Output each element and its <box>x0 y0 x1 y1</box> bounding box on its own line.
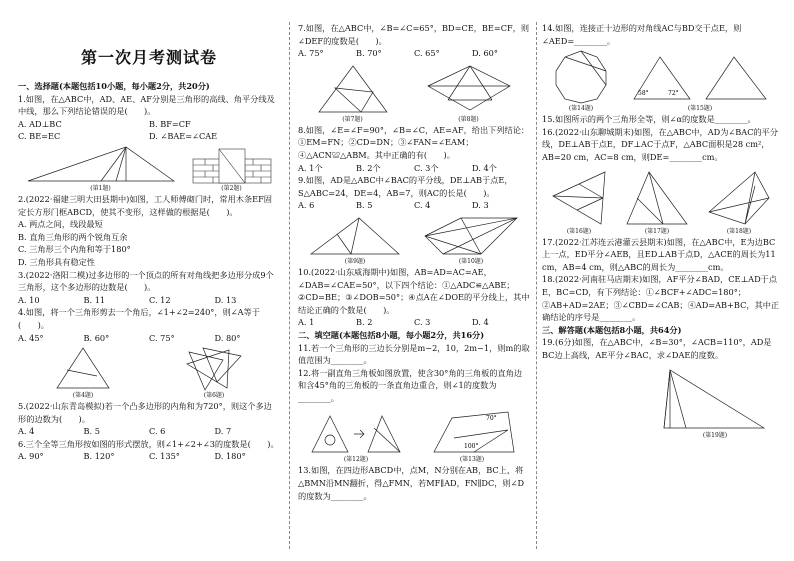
option-c: C. 3 <box>414 317 431 328</box>
option-d: D. 180° <box>214 451 246 462</box>
page-title: 第一次月考测试卷 <box>80 48 217 67</box>
column-2 <box>298 22 530 561</box>
figure-15-angle-72: 72° <box>668 90 679 98</box>
figure-6-diagram <box>183 346 245 392</box>
figure-19-caption: (第19题) <box>702 431 728 439</box>
question-8-options <box>298 162 530 175</box>
option-d: D. 7 <box>214 426 232 437</box>
figure-6 <box>183 346 245 400</box>
figure-18-caption: (第18题) <box>726 227 752 235</box>
option-d: D. 4 <box>472 317 489 328</box>
figure-8 <box>424 62 514 124</box>
figure-18 <box>705 168 773 236</box>
figure-9-diagram <box>307 214 403 258</box>
figure-4 <box>53 346 113 400</box>
question-2: 2.(2022·福建三明大田县期中)如图，工人师傅砌门时，常用木条EF固定长方形门框ABCD，使其不变形，这样做的根据是( )。 <box>18 193 272 217</box>
figure-12 <box>308 408 404 464</box>
question-5-options <box>18 425 280 438</box>
option-a: A. 75° <box>298 48 324 59</box>
question-3: 3.(2022·洛阳二模)过多边形的一个顶点的所有对角线把多边形分成9个三角形，这个多边形的边数是( )。 <box>18 269 274 293</box>
question-4-options <box>18 332 280 345</box>
figure-17-diagram <box>623 168 691 228</box>
option-d: D. 13 <box>214 294 237 305</box>
option-b: B. 70° <box>356 48 382 59</box>
question-11: 11.若一个三角形的三边长分别是m−2，10，2m−1，则m的取值范围为________。 <box>298 342 530 366</box>
figure-19 <box>660 366 770 440</box>
option-b: B. 11 <box>83 294 106 305</box>
figure-16 <box>549 168 609 236</box>
figure-15-caption: (第15题) <box>687 105 713 113</box>
figure-10-caption: (第10题) <box>458 257 484 265</box>
question-17: 17.(2022·江苏连云港灌云县期末)如图，在△ABC中，E为边BC上一点，ED平分∠AEB，且ED⊥AB于点D，△ACE的周长为11 cm，AB=4 cm，则△ABC的周长为________cm。 <box>542 236 776 272</box>
question-8: 8.如图，∠E=∠F=90°，∠B=∠C，AE=AF，给出下列结论：①EM=FN；②CD=DN；③∠FAN=∠EAM；④△ACN≌△ABM。其中正确的有( )。 <box>298 124 530 160</box>
option-c: C. 135° <box>149 451 180 462</box>
option-a: A. 45° <box>18 332 44 343</box>
section-1-heading: 一、选择题(本题包括10小题，每小题2分，共20分) <box>18 81 210 91</box>
figure-13-diagram <box>424 408 520 456</box>
question-18: 18.(2022·河南驻马店期末)如图，AF平分∠BAD，CE⊥AD于点E，BC=CD，有下列结论：①∠BCF+∠ADC=180°；②AB+AD=2AE；③∠CBD=∠CAB；④AD=AB+BC，其中正确结论的序号是________。 <box>542 274 780 323</box>
question-2-option-a: A. 两点之间，线段最短 <box>18 219 103 230</box>
figure-4-diagram <box>53 346 113 392</box>
figure-13-angle-100: 100° <box>464 443 479 451</box>
figure-2-diagram <box>191 145 273 185</box>
figure-row-9-10 <box>298 212 530 266</box>
question-16: 16.(2022·山东聊城期末)如图，在△ABC中，AD为∠BAC的平分线，DE⊥AB于点E，DF⊥AC于点F，△ABC面积是28 cm²，AB=20 cm，AC=8 cm，则DE=________cm。 <box>542 126 779 162</box>
question-2-option-c: C. 三角形三个内角和等于180° <box>18 244 131 255</box>
figure-16-diagram <box>549 168 609 228</box>
option-c: C. 12 <box>149 294 171 305</box>
option-c: C. BE=EC <box>18 131 61 142</box>
figure-15-angle-58: 58° <box>638 90 649 98</box>
question-5: 5.(2022·山东青岛模拟)若一个凸多边形的内角和为720°，则这个多边形的边数为( )。 <box>18 401 272 424</box>
figure-12-caption: (第12题) <box>343 456 369 464</box>
figure-7 <box>315 62 391 124</box>
figure-13-caption: (第13题) <box>459 456 485 464</box>
option-a: A. AD⊥BC <box>18 118 62 129</box>
figure-8-caption: (第8题) <box>458 115 479 123</box>
figure-14 <box>552 49 610 113</box>
figure-14-diagram <box>552 49 610 105</box>
figure-10-diagram <box>421 214 521 258</box>
figure-1 <box>26 145 176 193</box>
figure-2-caption: (第2题) <box>221 184 242 192</box>
figure-10 <box>421 214 521 266</box>
figure-6-caption: (第6题) <box>203 392 225 400</box>
figure-12-diagram <box>308 408 404 456</box>
option-d: D. 80° <box>214 332 241 343</box>
option-a: A. 90° <box>18 451 44 462</box>
figure-row-14-15 <box>542 47 780 113</box>
question-1-options-2 <box>18 130 280 143</box>
option-d: D. 60° <box>472 48 498 59</box>
option-c: C. 6 <box>149 426 166 437</box>
figure-2 <box>191 145 273 193</box>
figure-13 <box>424 408 520 464</box>
column-3 <box>542 22 780 561</box>
figure-13-angle-70: 70° <box>486 415 497 423</box>
figure-19-diagram <box>660 366 770 432</box>
figure-16-caption: (第16题) <box>566 227 592 235</box>
option-d: D. ∠BAE=∠CAE <box>149 131 218 142</box>
question-13: 13.如图，在四边形ABCD中，点M，N分别在AB，BC上，将△BMN沿MN翻折，得△FMN，若MF∥AD，FN∥DC，则∠D的度数为________。 <box>298 465 525 501</box>
figure-row-12-13 <box>298 404 530 464</box>
option-b: B. BF=CF <box>149 118 191 129</box>
figure-row-16-18 <box>542 164 780 236</box>
figure-9-caption: (第9题) <box>344 257 366 265</box>
question-10: 10.(2022·山东威海期中)如图，AB=AD=AC=AE，∠DAB=∠CAE=50°，以下四个结论：①△ADC≌△ABE；②CD=BE；③∠DOB=50°；④点A在∠DOE的平分线上，其中结论正确的个数是( )。 <box>298 266 530 315</box>
question-9-options <box>298 199 530 212</box>
option-c: C. 65° <box>414 48 440 59</box>
question-2-option-b: B. 直角三角形的两个锐角互余 <box>18 231 128 242</box>
option-a: A. 1个 <box>298 162 323 173</box>
figure-1-diagram <box>26 145 176 185</box>
figure-row-19 <box>542 362 780 440</box>
figure-7-caption: (第7题) <box>342 115 363 123</box>
figure-18-diagram <box>705 168 773 228</box>
option-c: C. 3个 <box>414 162 439 173</box>
question-19: 19.(6分)如图，在△ABC中，∠B=30°，∠ACB=110°，AD是BC边上高线，AE平分∠BAC，求∠DAE的度数。 <box>542 337 772 360</box>
option-a: A. 10 <box>18 294 40 305</box>
figure-row-7-8 <box>298 60 530 124</box>
question-2-option-d: D. 三角形具有稳定性 <box>18 256 95 267</box>
option-b: B. 2个 <box>356 162 381 173</box>
option-b: B. 120° <box>83 451 115 462</box>
figure-17-caption: (第17题) <box>644 227 670 235</box>
figure-row-1-2 <box>18 143 280 193</box>
option-b: B. 60° <box>83 332 110 343</box>
figure-15-diagram <box>630 49 770 105</box>
question-12: 12.将一副直角三角板如图放置，使含30°角的三角板的直角边和含45°角的三角板的一条直角边重合，则∠1的度数为________。 <box>298 367 523 403</box>
option-b: B. 5 <box>356 200 373 211</box>
figure-7-diagram <box>315 62 391 116</box>
figure-row-4-6 <box>18 344 280 400</box>
figure-1-caption: (第1题) <box>90 184 111 192</box>
question-6-options <box>18 450 280 463</box>
option-a: A. 1 <box>298 317 315 328</box>
option-c: C. 75° <box>149 332 175 343</box>
option-c: C. 4 <box>414 200 431 211</box>
question-10-options <box>298 316 530 329</box>
question-1-options <box>18 118 280 131</box>
figure-9 <box>307 214 403 266</box>
figure-15 <box>630 49 770 113</box>
figure-17 <box>623 168 691 236</box>
figure-4-caption: (第4题) <box>72 392 94 400</box>
option-b: B. 5 <box>83 426 100 437</box>
question-4: 4.如图，将一个三角形剪去一个角后，∠1+∠2=240°，则∠A等于( )。 <box>18 307 260 330</box>
question-7: 7.如图，在△ABC中，∠B=∠C=65°，BD=CE，BE=CF，则∠DEF的度数是( )。 <box>298 23 530 46</box>
question-1: 1.如图，在△ABC中，AD、AE、AF分别是三角形的高线、角平分线及中线，那么下列结论错误的是( )。 <box>18 93 275 117</box>
figure-8-diagram <box>424 62 514 116</box>
question-6: 6.三个全等三角形按如图的形式摆放，则∠1+∠2+∠3的度数是( )。 <box>18 438 279 449</box>
question-9: 9.如图，AD是△ABC中∠BAC的平分线，DE⊥AB于点E，S△ABC=24，DE=4，AB=7，则AC的长是( )。 <box>298 175 513 198</box>
column-1 <box>18 0 280 561</box>
option-a: A. 4 <box>18 426 35 437</box>
question-15: 15.如图所示的两个三角形全等，则∠α的度数是________。 <box>542 114 756 125</box>
figure-14-caption: (第14题) <box>568 105 594 113</box>
question-14: 14.如图，连接正十边形的对角线AC与BD交于点E，则∠AED=________。 <box>542 23 742 46</box>
option-d: D. 3 <box>472 200 489 211</box>
option-d: D. 4个 <box>472 162 497 173</box>
section-2-heading: 二、填空题(本题包括8小题，每小题2分，共16分) <box>298 329 485 340</box>
section-3-heading: 三、解答题(本题包括8小题，共64分) <box>542 324 682 335</box>
option-b: B. 2 <box>356 317 373 328</box>
question-3-options <box>18 294 280 307</box>
question-7-options <box>298 47 530 60</box>
option-a: A. 6 <box>298 200 315 211</box>
